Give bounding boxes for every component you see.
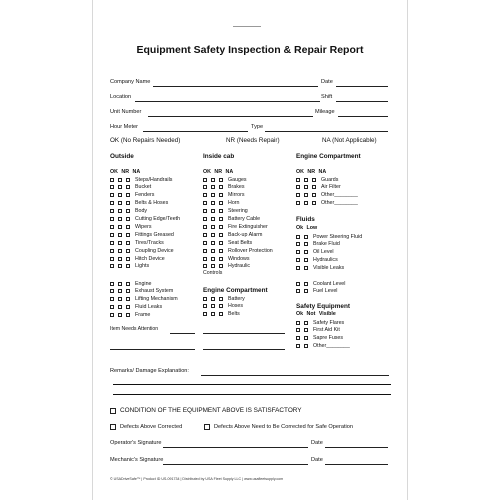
condition-checkbox[interactable]: [110, 408, 116, 414]
checkbox[interactable]: [110, 193, 114, 197]
checkbox[interactable]: [304, 289, 308, 293]
checkbox[interactable]: [304, 185, 308, 189]
checkbox[interactable]: [312, 178, 316, 182]
checklist-item-label: Hydraulic: [228, 263, 251, 270]
checklist-row[interactable]: [296, 288, 337, 295]
checkbox[interactable]: [118, 313, 122, 317]
checkbox[interactable]: [219, 193, 223, 197]
checklist-item-label: Coolant Level: [313, 280, 346, 287]
checklist-item-label: Steps/Handrails: [135, 176, 173, 183]
checklist-row[interactable]: [296, 249, 334, 256]
location-line[interactable]: [135, 101, 320, 102]
checklist-row[interactable]: [110, 231, 174, 238]
checkbox[interactable]: [126, 178, 130, 182]
top-decoration-line: [233, 26, 261, 27]
form-title: Equipment Safety Inspection & Repair Report: [136, 44, 364, 56]
checklist-item-label: Tires/Tracks: [135, 239, 164, 246]
date-label: Date: [321, 79, 333, 85]
checkbox[interactable]: [219, 178, 223, 182]
checklist-item-label: Air Filter: [321, 184, 341, 191]
checkbox[interactable]: [203, 257, 207, 261]
checkbox[interactable]: [296, 266, 300, 270]
checkbox[interactable]: [110, 289, 114, 293]
checkbox[interactable]: [304, 258, 308, 262]
checkbox[interactable]: [203, 217, 207, 221]
checkbox[interactable]: [203, 178, 207, 182]
checklist-item-label: Coupling Device: [135, 247, 174, 254]
checklist-item-label: Horn: [228, 200, 240, 207]
checkbox[interactable]: [118, 305, 122, 309]
checkbox[interactable]: [118, 289, 122, 293]
checklist-row[interactable]: [296, 233, 362, 240]
unit-number-line[interactable]: [148, 116, 313, 117]
checkbox[interactable]: [211, 241, 215, 245]
checkbox[interactable]: [110, 241, 114, 245]
checkbox[interactable]: [118, 241, 122, 245]
defects-corrected-checkbox[interactable]: [110, 424, 116, 430]
checkbox[interactable]: [118, 297, 122, 301]
checklist-row[interactable]: [296, 327, 340, 334]
inside-cab-colheads: OK NR NA: [203, 169, 234, 175]
checkbox[interactable]: [296, 201, 300, 205]
checkbox[interactable]: [126, 297, 130, 301]
checklist-item-label: Power Steering Fluid: [313, 233, 363, 240]
checkbox[interactable]: [126, 233, 130, 237]
checklist-item-label: First Aid Kit: [313, 327, 340, 334]
checkbox[interactable]: [296, 178, 300, 182]
checkbox[interactable]: [312, 201, 316, 205]
legend-nr: NR (Needs Repair): [226, 137, 280, 144]
checklist-row[interactable]: [110, 263, 149, 270]
checkbox[interactable]: [211, 312, 215, 316]
checkbox[interactable]: [110, 264, 114, 268]
checkbox[interactable]: [219, 264, 223, 268]
checklist-row[interactable]: [110, 304, 162, 311]
checkbox[interactable]: [126, 289, 130, 293]
engine-compartment-2-header: Engine Compartment: [203, 287, 268, 294]
remarks-line-3[interactable]: [113, 394, 391, 395]
checklist-item-label: Belts: [228, 311, 240, 318]
checklist-row[interactable]: [296, 343, 350, 350]
checkbox[interactable]: [211, 257, 215, 261]
checklist-row[interactable]: [110, 255, 165, 262]
checkbox[interactable]: [296, 282, 300, 286]
checklist-item-label: Lifting Mechanism: [135, 296, 178, 303]
checkbox[interactable]: [296, 321, 300, 325]
checklist-row[interactable]: [110, 216, 180, 223]
remarks-line-1[interactable]: [201, 375, 389, 376]
checklist-row[interactable]: [203, 184, 245, 191]
mechanics-date-label: Date: [311, 457, 323, 463]
checklist-item-label: Seat Belts: [228, 239, 253, 246]
mileage-label: Mileage: [315, 109, 335, 115]
footer-text: © USADriveSafe™ | Product ID US-091734 | Distributed by USA Fleet Supply LLC | www.usafleetsupply.com: [110, 477, 284, 481]
checklist-item-label: Windows: [228, 255, 250, 262]
checkbox[interactable]: [118, 217, 122, 221]
checklist-row[interactable]: [296, 200, 358, 207]
checklist-item-label: Fenders: [135, 192, 155, 199]
checkbox[interactable]: [304, 178, 308, 182]
checkbox[interactable]: [203, 193, 207, 197]
checklist-row[interactable]: [110, 223, 151, 230]
checkbox[interactable]: [304, 193, 308, 197]
checklist-row[interactable]: [203, 231, 262, 238]
checklist-item-label: Wipers: [135, 223, 152, 230]
checkbox[interactable]: [304, 282, 308, 286]
checklist-row[interactable]: [296, 184, 341, 191]
checkbox[interactable]: [203, 233, 207, 237]
safety-colheads: Ok Not Visible: [296, 311, 336, 317]
checklist-row[interactable]: [296, 280, 345, 287]
checkbox[interactable]: [296, 242, 300, 246]
checkbox[interactable]: [110, 305, 114, 309]
checklist-item-label: Fire Extinguisher: [228, 223, 268, 230]
checkbox[interactable]: [203, 249, 207, 253]
checklist-row[interactable]: [110, 200, 168, 207]
checklist-row[interactable]: [110, 247, 174, 254]
defects-need-row[interactable]: [204, 424, 353, 430]
checklist-item-label: Sapre Fuses: [313, 335, 344, 342]
checklist-item-label: Hydraulics: [313, 257, 338, 264]
checkbox[interactable]: [304, 328, 308, 332]
checkbox[interactable]: [219, 312, 223, 316]
checkbox[interactable]: [126, 264, 130, 268]
inside-cab-header: Inside cab: [203, 153, 235, 160]
inspection-form: [93, 0, 407, 500]
outside-header: Outside: [110, 153, 134, 160]
operator-signature-line[interactable]: [163, 447, 308, 448]
fluids-colheads: Ok Low: [296, 225, 318, 231]
type-label: Type: [251, 124, 264, 130]
checklist-item-label: Brake Fluid: [313, 241, 340, 248]
checkbox[interactable]: [118, 185, 122, 189]
checklist-row[interactable]: [110, 280, 152, 287]
checklist-row[interactable]: [110, 208, 147, 215]
defects-corrected-row[interactable]: [110, 424, 182, 430]
checklist-item-label: Fittings Greased: [135, 231, 174, 238]
checkbox[interactable]: [296, 336, 300, 340]
hour-meter-label: Hour Meter: [110, 124, 138, 130]
operator-date-label: Date: [311, 440, 323, 446]
checkbox[interactable]: [211, 217, 215, 221]
checkbox[interactable]: [118, 178, 122, 182]
checklist-row[interactable]: [203, 223, 268, 230]
checkbox[interactable]: [296, 235, 300, 239]
shift-line[interactable]: [336, 101, 388, 102]
engine-colheads: OK NR NA: [296, 169, 327, 175]
location-label: Location: [110, 94, 132, 100]
defects-corrected-text: Defects Above Corrected: [120, 424, 183, 430]
checklist-row[interactable]: [110, 296, 178, 303]
checkbox[interactable]: [110, 257, 114, 261]
mileage-line[interactable]: [338, 116, 388, 117]
item-needs-attention-line-4[interactable]: [203, 349, 285, 350]
checkbox[interactable]: [126, 201, 130, 205]
checklist-row[interactable]: [203, 247, 273, 254]
checklist-row[interactable]: [296, 319, 344, 326]
checklist-item-label: Gauges: [228, 176, 247, 183]
checklist-item-label: Lights: [135, 263, 150, 270]
checkbox[interactable]: [110, 282, 114, 286]
checkbox[interactable]: [219, 233, 223, 237]
checklist-row[interactable]: [296, 192, 358, 199]
checklist-row[interactable]: [203, 311, 240, 318]
checkbox[interactable]: [203, 304, 207, 308]
checklist-row[interactable]: [110, 176, 172, 183]
checkbox[interactable]: [203, 312, 207, 316]
checkbox[interactable]: [118, 209, 122, 213]
checklist-item-label: Safety Flares: [313, 319, 345, 326]
checkbox[interactable]: [110, 185, 114, 189]
checkbox[interactable]: [110, 209, 114, 213]
unit-number-label: Unit Number: [110, 109, 142, 115]
checkbox[interactable]: [219, 257, 223, 261]
mechanics-signature-label: Mechanic's Signature: [110, 457, 164, 463]
checklist-item-label: Hoses: [228, 303, 244, 310]
checklist-row[interactable]: [203, 239, 252, 246]
checkbox[interactable]: [203, 225, 207, 229]
checkbox[interactable]: [304, 242, 308, 246]
checklist-item-label: Cutting Edge/Teeth: [135, 216, 181, 222]
item-needs-attention-line-2[interactable]: [203, 333, 285, 334]
checkbox[interactable]: [219, 304, 223, 308]
checklist-item-label: Back-up Alarm: [228, 231, 263, 238]
checkbox[interactable]: [211, 225, 215, 229]
checklist-item-label: Rollover Protection: [228, 247, 273, 254]
type-line[interactable]: [265, 131, 388, 132]
checkbox[interactable]: [118, 264, 122, 268]
mechanics-date-line[interactable]: [325, 464, 388, 465]
item-needs-attention-label: Item Needs Attention: [110, 326, 159, 332]
checkbox[interactable]: [211, 249, 215, 253]
checklist-item-label: Battery Cable: [228, 216, 261, 222]
checkbox[interactable]: [203, 297, 207, 301]
checkbox[interactable]: [126, 193, 130, 197]
checklist-item-label: Oil Level: [313, 249, 334, 256]
checklist-row[interactable]: [203, 200, 239, 207]
checklist-row[interactable]: [203, 295, 245, 302]
condition-text: CONDITION OF THE EQUIPMENT ABOVE IS SATISFACTORY: [120, 407, 302, 414]
remarks-line-2[interactable]: [113, 384, 391, 385]
engine-compartment-header: Engine Compartment: [296, 153, 361, 160]
checklist-row[interactable]: [296, 241, 340, 248]
checklist-item-label: Bucket: [135, 184, 152, 191]
checkbox[interactable]: [118, 225, 122, 229]
checkbox[interactable]: [211, 304, 215, 308]
checklist-row[interactable]: [203, 216, 260, 223]
checkbox[interactable]: [126, 249, 130, 253]
checklist-item-label: Fuel Level: [313, 288, 338, 295]
checkbox[interactable]: [296, 344, 300, 348]
condition-row[interactable]: [110, 407, 302, 414]
checkbox[interactable]: [211, 264, 215, 268]
checklist-item-label: Engine: [135, 280, 152, 287]
checkbox[interactable]: [312, 193, 316, 197]
checklist-row[interactable]: [110, 312, 150, 319]
checkbox[interactable]: [304, 344, 308, 348]
checklist-item-label: Belts & Hoses: [135, 200, 169, 207]
checkbox[interactable]: [126, 257, 130, 261]
shift-label: Shift: [321, 94, 333, 100]
checkbox[interactable]: [126, 313, 130, 317]
checklist-row[interactable]: [203, 208, 248, 215]
checklist-item-label: Other________: [313, 343, 350, 350]
checkbox[interactable]: [110, 201, 114, 205]
checkbox[interactable]: [296, 250, 300, 254]
checkbox[interactable]: [211, 201, 215, 205]
checklist-item-label: Steering: [228, 208, 248, 215]
operator-date-line[interactable]: [325, 447, 388, 448]
checkbox[interactable]: [296, 289, 300, 293]
company-name-label: Company Name: [110, 79, 151, 85]
checklist-row[interactable]: [110, 184, 151, 191]
checkbox[interactable]: [203, 201, 207, 205]
checkbox[interactable]: [304, 321, 308, 325]
checkbox[interactable]: [110, 313, 114, 317]
checkbox[interactable]: [211, 178, 215, 182]
checkbox[interactable]: [296, 185, 300, 189]
checklist-row[interactable]: [203, 263, 250, 270]
checkbox[interactable]: [126, 241, 130, 245]
checklist-item-label: Other________: [321, 200, 358, 207]
checklist-item-label: Frame: [135, 312, 151, 319]
controls-label: Controls: [203, 270, 223, 276]
checkbox[interactable]: [118, 282, 122, 286]
checkbox[interactable]: [304, 235, 308, 239]
checkbox[interactable]: [304, 336, 308, 340]
checklist-item-label: Body: [135, 208, 148, 215]
checkbox[interactable]: [118, 249, 122, 253]
checkbox[interactable]: [118, 201, 122, 205]
item-needs-attention-line-1[interactable]: [170, 333, 195, 334]
fluids-header: Fluids: [296, 216, 315, 223]
checklist-row[interactable]: [296, 265, 344, 272]
checklist-row[interactable]: [110, 192, 154, 199]
checklist-row[interactable]: [110, 239, 164, 246]
checkbox[interactable]: [304, 250, 308, 254]
checkbox[interactable]: [126, 217, 130, 221]
safety-equipment-header: Safety Equipment: [296, 303, 350, 310]
checkbox[interactable]: [219, 297, 223, 301]
checkbox[interactable]: [126, 282, 130, 286]
checklist-item-label: Guards: [321, 176, 339, 183]
checklist-row[interactable]: [110, 288, 173, 295]
checkbox[interactable]: [304, 201, 308, 205]
checkbox[interactable]: [219, 209, 223, 213]
date-line[interactable]: [336, 86, 388, 87]
checkbox[interactable]: [312, 185, 316, 189]
checkbox[interactable]: [211, 297, 215, 301]
checkbox[interactable]: [118, 193, 122, 197]
checkbox[interactable]: [110, 249, 114, 253]
checklist-item-label: Mirrors: [228, 192, 245, 199]
checkbox[interactable]: [126, 225, 130, 229]
checkbox[interactable]: [211, 209, 215, 213]
checklist-row[interactable]: [203, 176, 247, 183]
checklist-item-label: Brakes: [228, 184, 245, 191]
checklist-item-label: Hitch Device: [135, 255, 165, 262]
checklist-row[interactable]: [296, 257, 338, 264]
checkbox[interactable]: [211, 233, 215, 237]
checkbox[interactable]: [304, 266, 308, 270]
checkbox[interactable]: [126, 209, 130, 213]
checklist-row[interactable]: [203, 255, 250, 262]
checkbox[interactable]: [219, 217, 223, 221]
checkbox[interactable]: [219, 249, 223, 253]
checklist-item-label: Visible Leaks: [313, 265, 345, 272]
remarks-label: Remarks/ Damage Explanation:: [110, 368, 189, 374]
checkbox[interactable]: [211, 193, 215, 197]
checkbox[interactable]: [296, 193, 300, 197]
checklist-item-label: Battery: [228, 295, 245, 302]
checklist-row[interactable]: [203, 303, 243, 310]
checklist-row[interactable]: [296, 335, 343, 342]
hour-meter-line[interactable]: [143, 131, 248, 132]
checkbox[interactable]: [219, 201, 223, 205]
outside-colheads: OK NR NA: [110, 169, 141, 175]
defects-need-text: Defects Above Need to Be Corrected for Safe Operation: [214, 424, 353, 430]
checkbox[interactable]: [126, 185, 130, 189]
checkbox[interactable]: [118, 257, 122, 261]
checkbox[interactable]: [118, 233, 122, 237]
operator-signature-label: Operator's Signature: [110, 440, 162, 446]
checkbox[interactable]: [110, 225, 114, 229]
checklist-item-label: Fluid Leaks: [135, 304, 163, 311]
checklist-row[interactable]: [296, 176, 338, 183]
checkbox[interactable]: [296, 258, 300, 262]
checkbox[interactable]: [203, 264, 207, 268]
item-needs-attention-line-3[interactable]: [110, 349, 195, 350]
checkbox[interactable]: [219, 241, 223, 245]
company-name-line[interactable]: [153, 86, 318, 87]
legend-na: NA (Not Applicable): [322, 137, 377, 144]
checkbox[interactable]: [203, 185, 207, 189]
checkbox[interactable]: [203, 241, 207, 245]
checkbox[interactable]: [296, 328, 300, 332]
checkbox[interactable]: [126, 305, 130, 309]
mechanics-signature-line[interactable]: [163, 464, 308, 465]
checklist-item-label: Exhaust System: [135, 288, 174, 295]
checkbox[interactable]: [219, 185, 223, 189]
checkbox[interactable]: [110, 297, 114, 301]
checklist-row[interactable]: [203, 192, 244, 199]
checkbox[interactable]: [110, 178, 114, 182]
checkbox[interactable]: [211, 185, 215, 189]
checkbox[interactable]: [110, 233, 114, 237]
defects-need-checkbox[interactable]: [204, 424, 210, 430]
checkbox[interactable]: [203, 209, 207, 213]
legend-ok: OK (No Repairs Needed): [110, 137, 181, 144]
checkbox[interactable]: [219, 225, 223, 229]
checkbox[interactable]: [110, 217, 114, 221]
checklist-item-label: Other________: [321, 192, 358, 199]
